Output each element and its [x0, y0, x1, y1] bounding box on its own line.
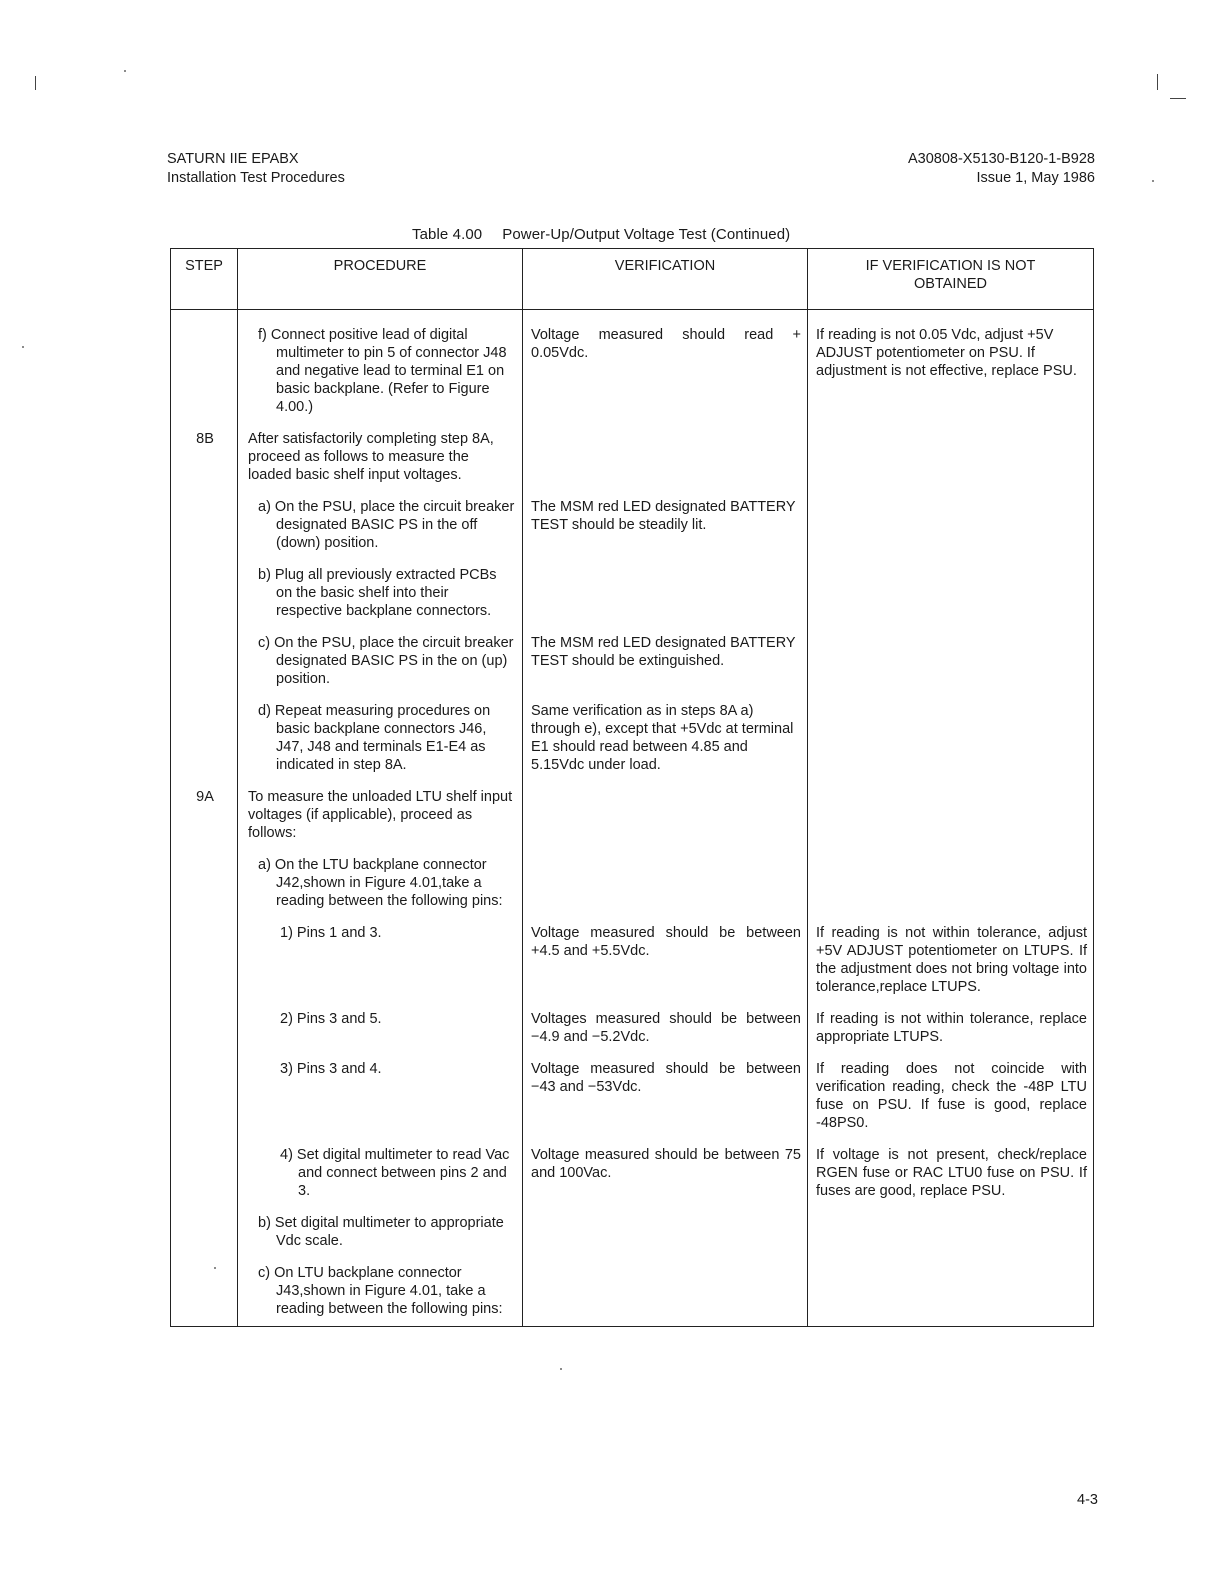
verification-text: Voltages measured should be between −4.9 and −5.2Vdc.	[531, 1011, 801, 1045]
table-row	[171, 1010, 1094, 1060]
not-obtained-cell	[808, 566, 1094, 634]
table-row	[171, 1146, 1094, 1214]
not-obtained-cell	[808, 310, 1094, 431]
issue-date: Issue 1, May 1986	[976, 170, 1095, 186]
verification-cell	[523, 1146, 808, 1214]
procedure-text: d) Repeat measuring procedures on basic backplane connectors J46, J47, J48 and terminals E1-E4 as indicated in step 8A.	[258, 703, 491, 773]
procedure-text: To measure the unloaded LTU shelf input voltages (if applicable), proceed as follows:	[248, 789, 513, 841]
verification-cell	[523, 498, 808, 566]
step-cell	[171, 1214, 238, 1264]
page-number: 4-3	[1077, 1492, 1098, 1508]
table-row	[171, 1060, 1094, 1146]
procedure-cell	[238, 1010, 523, 1060]
step-cell	[171, 702, 238, 788]
table-row	[171, 788, 1094, 856]
step-cell	[171, 310, 238, 431]
verification-cell	[523, 310, 808, 431]
not-obtained-cell	[808, 1214, 1094, 1264]
procedure-text: 3) Pins 3 and 4.	[280, 1061, 382, 1077]
verification-cell	[523, 430, 808, 498]
verification-text: Voltage measured should be between +4.5 and +5.5Vdc.	[531, 925, 801, 959]
verification-cell	[523, 788, 808, 856]
not-obtained-cell	[808, 924, 1094, 1010]
step-cell	[171, 1146, 238, 1214]
table-row	[171, 498, 1094, 566]
verification-cell	[523, 566, 808, 634]
verification-cell	[523, 702, 808, 788]
verification-cell	[523, 1214, 808, 1264]
product-title: SATURN IIE EPABX	[167, 151, 299, 167]
step-cell	[171, 924, 238, 1010]
column-header-verification: VERIFICATION	[523, 249, 808, 310]
verification-cell	[523, 1010, 808, 1060]
procedure-text: 2) Pins 3 and 5.	[280, 1011, 382, 1027]
not-obtained-cell	[808, 430, 1094, 498]
step-cell	[171, 856, 238, 924]
scan-mark	[1152, 180, 1154, 182]
step-cell	[171, 1010, 238, 1060]
procedure-cell	[238, 566, 523, 634]
scan-mark	[35, 76, 36, 90]
table-row	[171, 1214, 1094, 1264]
table-row	[171, 310, 1094, 431]
table-row	[171, 702, 1094, 788]
not-obtained-cell	[808, 1146, 1094, 1214]
column-header-not-obtained: IF VERIFICATION IS NOT OBTAINED	[808, 249, 1094, 310]
step-cell: 8B	[171, 430, 238, 498]
verification-text: The MSM red LED designated BATTERY TEST should be extinguished.	[531, 635, 796, 669]
not-obtained-cell	[808, 788, 1094, 856]
scan-mark	[560, 1368, 562, 1370]
procedure-cell	[238, 1214, 523, 1264]
not-obtained-cell	[808, 1010, 1094, 1060]
procedure-cell	[238, 924, 523, 1010]
verification-cell	[523, 856, 808, 924]
table-title: Power-Up/Output Voltage Test (Continued)	[502, 226, 791, 243]
table-row	[171, 1264, 1094, 1327]
verification-text: Same verification as in steps 8A a) through e), except that +5Vdc at terminal E1 should read between 4.85 and 5.15Vdc under load.	[531, 703, 794, 773]
procedure-cell	[238, 788, 523, 856]
column-header-procedure: PROCEDURE	[238, 249, 523, 310]
table-caption	[412, 226, 790, 243]
procedure-cell	[238, 1146, 523, 1214]
not-obtained-text: If voltage is not present, check/replace RGEN fuse or RAC LTU0 fuse on PSU. If fuses are good, replace PSU.	[816, 1147, 1087, 1199]
procedure-cell	[238, 498, 523, 566]
not-obtained-cell	[808, 498, 1094, 566]
procedure-text: b) Plug all previously extracted PCBs on the basic shelf into their respective backplane connectors.	[258, 567, 497, 619]
not-obtained-text: If reading does not coincide with verification reading, check the -48P LTU fuse on PSU. If fuse is good, replace -48PS0.	[816, 1061, 1087, 1131]
not-obtained-cell	[808, 1060, 1094, 1146]
procedure-cell	[238, 1264, 523, 1327]
not-obtained-text: If reading is not within tolerance, replace appropriate LTUPS.	[816, 1011, 1087, 1045]
not-obtained-cell	[808, 856, 1094, 924]
not-obtained-cell	[808, 634, 1094, 702]
verification-text: Voltage measured should read + 0.05Vdc.	[531, 327, 801, 361]
verification-text: Voltage measured should be between −43 and −53Vdc.	[531, 1061, 801, 1095]
table-row	[171, 430, 1094, 498]
step-cell	[171, 1060, 238, 1146]
verification-text: Voltage measured should be between 75 and 100Vac.	[531, 1147, 801, 1181]
step-cell: 9A	[171, 788, 238, 856]
table-label: Table 4.00	[412, 226, 483, 243]
table-header-row	[171, 249, 1094, 310]
procedure-text: 4) Set digital multimeter to read Vac and connect between pins 2 and 3.	[280, 1147, 510, 1199]
verification-cell	[523, 634, 808, 702]
document-header-left	[167, 150, 345, 188]
procedure-text: a) On the LTU backplane connector J42,shown in Figure 4.01,take a reading between the following pins:	[258, 857, 503, 909]
procedure-text: b) Set digital multimeter to appropriate Vdc scale.	[258, 1215, 504, 1249]
not-obtained-cell	[808, 1264, 1094, 1327]
section-title: Installation Test Procedures	[167, 170, 345, 186]
scan-mark	[124, 70, 126, 72]
scan-mark	[22, 346, 24, 348]
document-header-right	[908, 150, 1095, 188]
scan-mark	[1170, 98, 1186, 99]
not-obtained-cell	[808, 702, 1094, 788]
verification-cell	[523, 1264, 808, 1327]
verification-cell	[523, 924, 808, 1010]
procedure-cell	[238, 1060, 523, 1146]
table-row	[171, 634, 1094, 702]
procedure-cell	[238, 430, 523, 498]
not-obtained-text: If reading is not within tolerance, adjust +5V ADJUST potentiometer on LTUPS. If the adjustment does not bring voltage into tolerance,replace LTUPS.	[816, 925, 1087, 995]
table-row	[171, 924, 1094, 1010]
column-header-step: STEP	[171, 249, 238, 310]
table-row	[171, 566, 1094, 634]
procedure-table	[170, 248, 1094, 1327]
procedure-text: After satisfactorily completing step 8A, proceed as follows to measure the loaded basic shelf input voltages.	[248, 431, 494, 483]
procedure-cell	[238, 310, 523, 431]
procedure-text: a) On the PSU, place the circuit breaker designated BASIC PS in the off (down) position.	[258, 499, 515, 551]
procedure-cell	[238, 634, 523, 702]
scan-mark	[1157, 74, 1158, 90]
procedure-cell	[238, 856, 523, 924]
step-cell	[171, 1264, 238, 1327]
procedure-text: f) Connect positive lead of digital multimeter to pin 5 of connector J48 and negative lead to terminal E1 on basic backplane. (Refer to Figure 4.00.)	[258, 327, 507, 415]
verification-text: The MSM red LED designated BATTERY TEST should be steadily lit.	[531, 499, 796, 533]
procedure-text: 1) Pins 1 and 3.	[280, 925, 382, 941]
procedure-cell	[238, 702, 523, 788]
step-cell	[171, 634, 238, 702]
procedure-text: c) On LTU backplane connector J43,shown in Figure 4.01, take a reading between the following pins:	[258, 1265, 503, 1317]
not-obtained-text: If reading is not 0.05 Vdc, adjust +5V ADJUST potentiometer on PSU. If adjustment is not effective, replace PSU.	[816, 327, 1077, 379]
step-cell	[171, 498, 238, 566]
procedure-text: c) On the PSU, place the circuit breaker designated BASIC PS in the on (up) position.	[258, 635, 514, 687]
step-cell	[171, 566, 238, 634]
table-row	[171, 856, 1094, 924]
document-number: A30808-X5130-B120-1-B928	[907, 151, 1095, 167]
verification-cell	[523, 1060, 808, 1146]
